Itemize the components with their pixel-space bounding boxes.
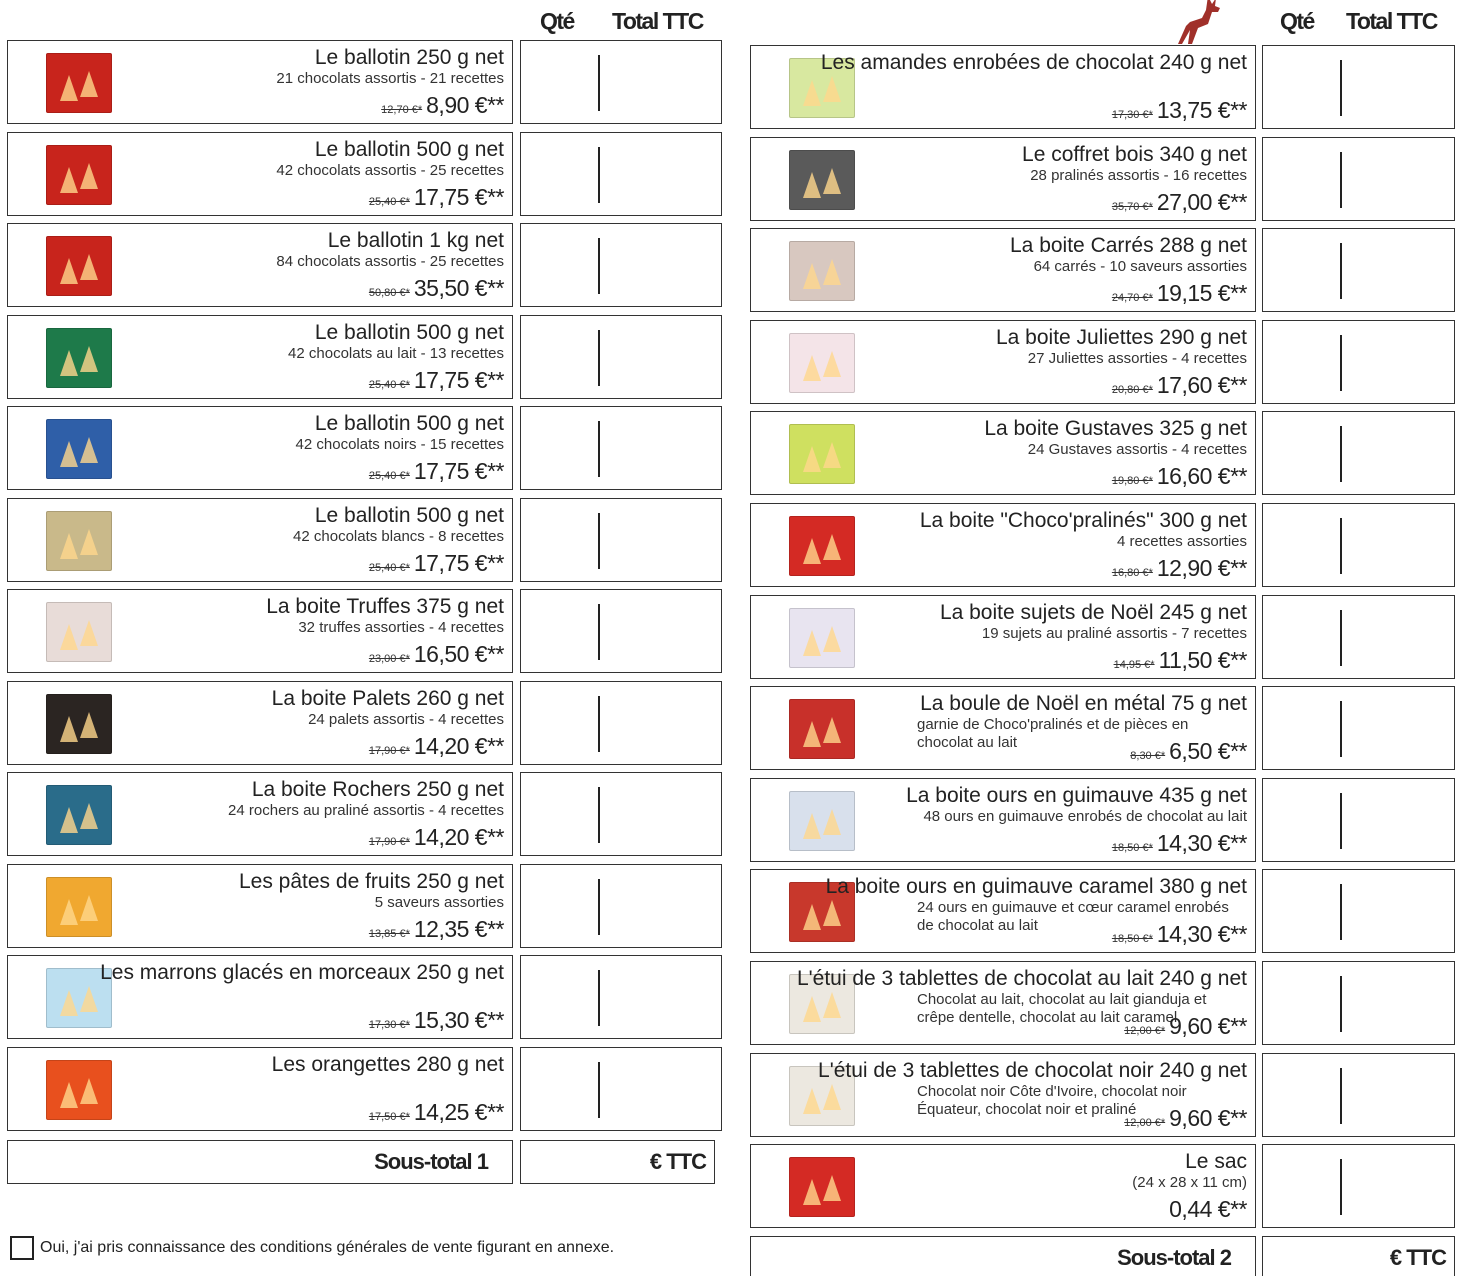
product-info — [1022, 142, 1247, 185]
product-title: Le ballotin 250 g net — [314, 46, 504, 69]
product-title: Le ballotin 1 kg net — [327, 229, 504, 252]
cgv-text: Oui, j'ai pris connaissance des conditions générales de vente figurant en annexe. — [40, 1239, 615, 1256]
product-info — [276, 45, 504, 88]
product-image — [46, 785, 112, 845]
product-info — [940, 600, 1247, 643]
product-row — [7, 315, 722, 399]
old-price: 35,70 €* — [1111, 200, 1153, 213]
qty-header-left: Qté — [540, 8, 574, 34]
product-subtitle: 21 chocolats assortis - 21 recettes — [276, 70, 504, 87]
quantity-total-field[interactable] — [520, 1047, 722, 1131]
product-subtitle: 84 chocolats assortis - 25 recettes — [276, 253, 504, 270]
product-title: La boite ours en guimauve 435 g net — [906, 783, 1247, 807]
column-divider — [598, 513, 600, 569]
sale-price: 9,60 €** — [1169, 1104, 1247, 1131]
product-cell — [750, 320, 1256, 404]
product-image — [46, 236, 112, 296]
product-cell — [7, 223, 513, 307]
product-row — [750, 411, 1455, 495]
product-row — [750, 1144, 1455, 1228]
product-prices — [369, 1007, 504, 1034]
product-cell — [750, 137, 1256, 221]
column-divider — [1340, 701, 1342, 757]
sale-price: 8,90 €** — [426, 92, 504, 118]
product-subtitle: (24 x 28 x 11 cm) — [1132, 1174, 1247, 1192]
column-divider — [1340, 518, 1342, 574]
product-prices — [369, 916, 504, 943]
cgv-checkbox[interactable] — [10, 1236, 34, 1260]
old-price: 25,40 €* — [368, 378, 410, 391]
product-cell — [7, 1047, 513, 1131]
product-info — [288, 320, 504, 363]
product-info — [996, 325, 1247, 368]
product-image — [46, 877, 112, 937]
sale-price: 6,50 €** — [1169, 738, 1247, 765]
product-row — [750, 595, 1455, 679]
quantity-total-field[interactable] — [520, 498, 722, 582]
product-row — [7, 132, 722, 216]
product-cell — [7, 681, 513, 765]
old-price: 17,50 €* — [368, 1110, 410, 1123]
old-price: 12,70 €* — [381, 104, 423, 116]
old-price: 12,00 €* — [1124, 1116, 1166, 1129]
product-cell — [750, 1053, 1256, 1137]
column-divider — [598, 787, 600, 843]
subtotal-1-label: Sous-total 1 — [7, 1140, 513, 1184]
product-image — [46, 602, 112, 662]
sale-price: 12,90 €** — [1156, 555, 1247, 581]
column-divider — [1340, 1159, 1342, 1215]
cgv-acceptance — [10, 1236, 614, 1260]
product-image — [789, 424, 855, 484]
product-title: Le ballotin 500 g net — [314, 320, 504, 344]
product-prices — [1124, 1105, 1247, 1132]
product-row — [750, 961, 1455, 1045]
sale-price: 14,20 €** — [413, 732, 504, 759]
product-info — [821, 50, 1247, 75]
column-divider — [1340, 884, 1342, 940]
product-prices — [1112, 189, 1247, 216]
sale-price: 13,75 €** — [1156, 97, 1247, 123]
product-prices — [369, 550, 504, 577]
old-price: 8,30 €* — [1130, 750, 1166, 763]
product-cell — [7, 498, 513, 582]
product-info — [276, 228, 504, 271]
product-prices — [1114, 647, 1247, 674]
product-row — [7, 40, 722, 124]
old-price: 12,00 €* — [1124, 1025, 1166, 1037]
product-prices — [1112, 372, 1247, 399]
old-price: 20,80 €* — [1111, 383, 1153, 396]
sale-price: 11,50 €** — [1158, 646, 1247, 673]
sale-price: 35,50 €** — [413, 275, 504, 301]
qty-header-right: Qté — [1280, 8, 1314, 34]
product-row — [750, 45, 1455, 129]
product-prices — [381, 92, 504, 119]
product-subtitle: 64 carrés - 10 saveurs assorties — [1033, 258, 1247, 276]
product-image — [789, 333, 855, 393]
product-image — [46, 145, 112, 205]
product-cell — [750, 595, 1256, 679]
old-price: 14,95 €* — [1113, 658, 1155, 671]
product-row — [7, 1047, 722, 1131]
product-prices — [369, 184, 504, 211]
product-row — [750, 503, 1455, 587]
product-title: La boite Juliettes 290 g net — [995, 325, 1247, 349]
product-row — [7, 955, 722, 1039]
old-price: 18,50 €* — [1111, 933, 1153, 946]
product-cell — [750, 869, 1256, 953]
quantity-total-field[interactable] — [520, 315, 722, 399]
product-title: La boite sujets de Noël 245 g net — [939, 600, 1247, 624]
sale-price: 17,60 €** — [1156, 371, 1247, 398]
product-row — [750, 228, 1455, 312]
quantity-total-field[interactable] — [1262, 686, 1455, 770]
column-divider — [598, 879, 600, 935]
product-cell — [750, 778, 1256, 862]
column-divider — [598, 970, 600, 1026]
product-cell — [7, 772, 513, 856]
product-info — [920, 508, 1247, 551]
sale-price: 14,30 €** — [1156, 829, 1247, 856]
product-info — [1132, 1149, 1247, 1192]
column-divider — [598, 1062, 600, 1118]
product-subtitle: 4 recettes assorties — [1116, 533, 1247, 550]
product-row — [7, 223, 722, 307]
product-row — [750, 869, 1455, 953]
old-price: 25,40 €* — [368, 470, 410, 482]
product-prices — [369, 641, 504, 668]
product-image — [789, 150, 855, 210]
product-row — [750, 320, 1455, 404]
quantity-total-field[interactable] — [1262, 778, 1455, 862]
quantity-total-field[interactable] — [520, 864, 722, 948]
product-title: Le ballotin 500 g net — [314, 503, 504, 527]
sale-price: 19,15 €** — [1156, 280, 1247, 307]
product-title: Le coffret bois 340 g net — [1022, 142, 1247, 166]
column-divider — [598, 238, 600, 294]
old-price: 50,80 €* — [368, 287, 410, 299]
column-divider — [1340, 426, 1342, 482]
sale-price: 17,75 €** — [413, 183, 504, 210]
product-row — [7, 681, 722, 765]
product-row — [7, 406, 722, 490]
product-prices — [1112, 97, 1247, 124]
product-cell — [750, 1144, 1256, 1228]
product-cell — [750, 228, 1256, 312]
product-image — [46, 328, 112, 388]
sale-price: 9,60 €** — [1169, 1013, 1247, 1039]
quantity-total-field[interactable] — [1262, 1144, 1455, 1228]
product-info — [1010, 233, 1247, 276]
column-divider — [1340, 1068, 1342, 1124]
old-price: 17,90 €* — [368, 836, 410, 848]
product-cell — [7, 406, 513, 490]
product-info — [272, 1052, 504, 1077]
product-subtitle: 28 pralinés assortis - 16 recettes — [1030, 166, 1247, 184]
product-info — [272, 686, 504, 729]
product-image — [789, 699, 855, 759]
sale-price: 12,35 €** — [413, 915, 504, 942]
quantity-total-field[interactable] — [1262, 503, 1455, 587]
total-header-right: Total TTC — [1346, 8, 1437, 34]
product-info — [906, 783, 1247, 826]
product-title: La boite Gustaves 325 g net — [984, 417, 1247, 441]
column-divider — [1340, 335, 1342, 391]
product-subtitle: 24 Gustaves assortis - 4 recettes — [1027, 441, 1247, 459]
product-title: L'étui de 3 tablettes de chocolat noir 240 g net — [818, 1058, 1247, 1082]
product-image — [789, 791, 855, 851]
product-subtitle: 48 ours en guimauve enrobés de chocolat au lait — [923, 807, 1247, 825]
column-divider — [1340, 152, 1342, 208]
old-price: 17,30 €* — [368, 1019, 410, 1031]
product-prices — [1112, 280, 1247, 307]
quantity-total-field[interactable] — [520, 40, 722, 124]
product-prices — [369, 1099, 504, 1126]
product-row — [7, 589, 722, 673]
product-subtitle: 32 truffes assorties - 4 recettes — [298, 619, 504, 636]
quantity-total-field[interactable] — [520, 955, 722, 1039]
sale-price: 14,20 €** — [413, 824, 504, 850]
product-image — [789, 1157, 855, 1217]
product-image — [46, 419, 112, 479]
old-price: 24,70 €* — [1111, 292, 1153, 305]
product-title: Le ballotin 500 g net — [314, 137, 504, 161]
product-cell — [7, 315, 513, 399]
product-cell — [750, 503, 1256, 587]
product-title: La boule de Noël en métal 75 g net — [920, 692, 1247, 716]
product-title: La boite ours en guimauve caramel 380 g net — [825, 875, 1247, 899]
quantity-total-field[interactable] — [1262, 45, 1455, 129]
product-title: Les orangettes 280 g net — [271, 1052, 504, 1076]
sale-price: 27,00 €** — [1156, 188, 1247, 215]
product-subtitle: garnie de Choco'pralinés et de pièces en chocolat au lait — [917, 716, 1189, 752]
quantity-total-field[interactable] — [1262, 228, 1455, 312]
quantity-total-field[interactable] — [1262, 137, 1455, 221]
old-price: 13,85 €* — [368, 927, 410, 940]
quantity-total-field[interactable] — [520, 772, 722, 856]
product-title: L'étui de 3 tablettes de chocolat au lait 240 g net — [796, 967, 1247, 990]
product-info — [276, 137, 504, 180]
product-row — [750, 1053, 1455, 1137]
product-prices — [1112, 830, 1247, 857]
column-divider — [598, 696, 600, 752]
product-subtitle: 42 chocolats assortis - 25 recettes — [276, 161, 504, 179]
old-price: 17,90 €* — [368, 744, 410, 757]
quantity-total-field[interactable] — [1262, 869, 1455, 953]
product-image — [46, 1060, 112, 1120]
product-cell — [7, 864, 513, 948]
product-title: La boite Rochers 250 g net — [251, 778, 504, 801]
product-image — [789, 241, 855, 301]
product-title: Les amandes enrobées de chocolat 240 g net — [820, 51, 1247, 74]
product-row — [7, 498, 722, 582]
column-divider — [598, 421, 600, 477]
product-prices — [1112, 555, 1247, 582]
product-title: Le sac — [1185, 1150, 1247, 1174]
subtotal-2-amount-field[interactable]: € TTC — [1262, 1236, 1455, 1276]
product-prices — [369, 458, 504, 485]
product-prices — [1112, 921, 1247, 948]
deer-decoration-icon — [1168, 0, 1232, 46]
quantity-total-field[interactable] — [1262, 1053, 1455, 1137]
total-header-left: Total TTC — [612, 8, 703, 34]
subtotal-2-label: Sous-total 2 — [750, 1236, 1256, 1276]
product-subtitle: 19 sujets au praliné assortis - 7 recettes — [981, 624, 1247, 642]
product-subtitle: Chocolat au lait, chocolat au lait gianduja et crêpe dentelle, chocolat au lait caramel — [917, 991, 1207, 1026]
product-row — [7, 864, 722, 948]
sale-price: 17,75 €** — [413, 366, 504, 393]
sale-price: 16,50 €** — [413, 641, 504, 667]
product-image — [789, 516, 855, 576]
quantity-total-field[interactable] — [520, 589, 722, 673]
column-divider — [598, 604, 600, 660]
product-row — [750, 137, 1455, 221]
product-subtitle: 5 saveurs assorties — [374, 893, 504, 911]
sale-price: 15,30 €** — [413, 1007, 504, 1033]
product-image — [46, 694, 112, 754]
quantity-total-field[interactable] — [520, 223, 722, 307]
old-price: 18,50 €* — [1111, 841, 1153, 854]
product-prices — [1112, 463, 1247, 490]
column-divider — [1340, 60, 1342, 116]
product-cell — [750, 411, 1256, 495]
product-subtitle: 42 chocolats blancs - 8 recettes — [293, 527, 504, 545]
product-subtitle: Chocolat noir Côte d'Ivoire, chocolat noir Équateur, chocolat noir et praliné — [917, 1082, 1187, 1118]
sale-price: 14,30 €** — [1156, 921, 1247, 948]
old-price: 25,40 €* — [368, 561, 410, 574]
column-divider — [1340, 243, 1342, 299]
old-price: 23,00 €* — [368, 653, 410, 665]
product-subtitle: 42 chocolats au lait - 13 recettes — [288, 344, 504, 362]
old-price: 17,30 €* — [1111, 109, 1153, 121]
product-title: La boite Palets 260 g net — [271, 686, 504, 710]
product-subtitle: 24 palets assortis - 4 recettes — [308, 710, 504, 728]
product-title: La boite Truffes 375 g net — [266, 595, 504, 618]
product-image — [789, 608, 855, 668]
subtotal-1-amount-field[interactable]: € TTC — [520, 1140, 715, 1184]
old-price: 19,80 €* — [1111, 475, 1153, 488]
product-cell — [7, 589, 513, 673]
product-title: Les pâtes de fruits 250 g net — [238, 869, 504, 893]
sale-price: 16,60 €** — [1156, 463, 1247, 490]
product-prices — [1124, 1013, 1247, 1040]
product-row — [750, 686, 1455, 770]
product-subtitle: 24 rochers au praliné assortis - 4 recettes — [228, 802, 504, 819]
product-info — [100, 960, 504, 985]
product-info — [293, 503, 504, 546]
column-divider — [598, 55, 600, 111]
product-cell — [7, 955, 513, 1039]
product-prices — [1130, 738, 1247, 765]
product-row — [750, 778, 1455, 862]
product-cell — [7, 132, 513, 216]
product-row — [7, 772, 722, 856]
column-divider — [1340, 610, 1342, 666]
product-info — [266, 594, 504, 637]
product-cell — [750, 961, 1256, 1045]
quantity-total-field[interactable] — [1262, 411, 1455, 495]
old-price: 16,80 €* — [1111, 567, 1153, 579]
product-title: Les marrons glacés en morceaux 250 g net — [100, 961, 504, 984]
product-prices — [369, 733, 504, 760]
product-subtitle: 27 Juliettes assorties - 4 recettes — [1027, 349, 1247, 367]
quantity-total-field[interactable] — [520, 132, 722, 216]
product-title: La boite Carrés 288 g net — [1010, 234, 1247, 258]
quantity-total-field[interactable] — [1262, 961, 1455, 1045]
product-subtitle: 24 ours en guimauve et cœur caramel enrobés de chocolat au lait — [917, 899, 1229, 935]
product-cell — [750, 686, 1256, 770]
quantity-total-field[interactable] — [520, 406, 722, 490]
product-cell — [7, 40, 513, 124]
product-info — [296, 411, 504, 454]
column-divider — [598, 147, 600, 203]
product-cell — [750, 45, 1256, 129]
sale-price: 0,44 €** — [1169, 1196, 1247, 1223]
product-prices — [369, 824, 504, 851]
column-divider — [598, 330, 600, 386]
product-prices — [1169, 1196, 1247, 1223]
column-divider — [1340, 793, 1342, 849]
product-info — [228, 777, 504, 820]
sale-price: 14,25 €** — [413, 1098, 504, 1125]
old-price: 25,40 €* — [368, 195, 410, 208]
product-image — [46, 53, 112, 113]
column-divider — [1340, 976, 1342, 1032]
quantity-total-field[interactable] — [1262, 320, 1455, 404]
quantity-total-field[interactable] — [520, 681, 722, 765]
product-prices — [369, 367, 504, 394]
quantity-total-field[interactable] — [1262, 595, 1455, 679]
sale-price: 17,75 €** — [413, 458, 504, 484]
product-info — [984, 416, 1247, 459]
product-info — [239, 869, 504, 912]
product-title: La boite "Choco'pralinés" 300 g net — [919, 509, 1247, 532]
product-subtitle: 42 chocolats noirs - 15 recettes — [295, 436, 504, 453]
product-prices — [369, 275, 504, 302]
sale-price: 17,75 €** — [413, 549, 504, 576]
product-image — [46, 511, 112, 571]
product-title: Le ballotin 500 g net — [314, 412, 504, 435]
